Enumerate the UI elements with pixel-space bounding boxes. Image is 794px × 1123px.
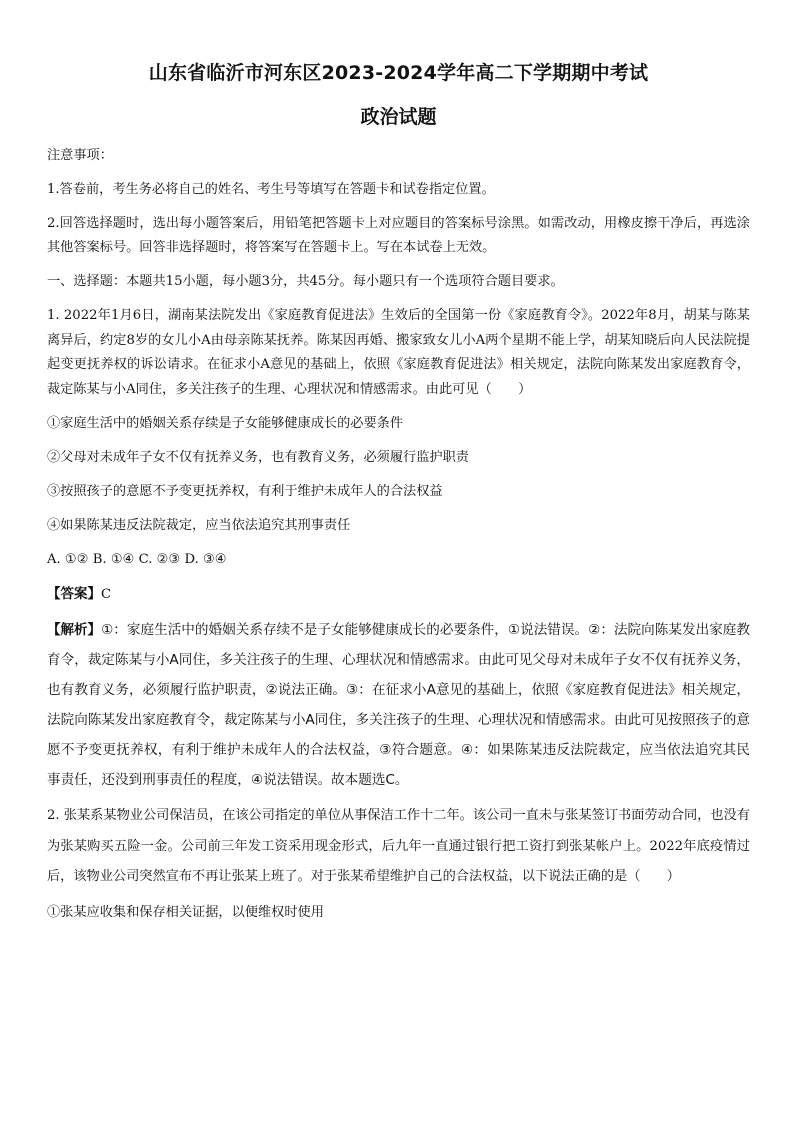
statement-1: ①家庭生活中的婚姻关系存续是子女能够健康成长的必要条件 — [47, 416, 404, 431]
question-stem: 2. 张某系某物业公司保洁员，在该公司指定的单位从事保洁工作十二年。该公司一直未与张某签订书面劳动合同，也没有为张某购买五险一金。公司前三年发工资采用现金形式，后九年一直通过银行把工资打到张某帐户上。2022年底疫情过后，该物业公司突然宣布不再让张某上班了。对于张某希望维护自己的合法权益，以下说法正确的是（ ） — [47, 808, 750, 884]
statement-3: ③按照孩子的意愿不予变更抚养权，有利于维护未成年人的合法权益 — [47, 484, 443, 499]
section-heading: 一、选择题：本题共15小题，每小题3分，共45分。每小题只有一个选项符合题目要求。 — [47, 274, 564, 289]
analysis — [47, 615, 750, 795]
question-2 — [47, 801, 750, 925]
answer-options: A. ①② B. ①④ C. ②③ D. ③④ — [47, 552, 227, 567]
question-stem: 1. 2022年1月6日，湖南某法院发出《家庭教育促进法》生效后的全国第一份《家庭教育令》。2022年8月，胡某与陈某离异后，约定8岁的女儿小A由母亲陈某抚养。陈某因再婚、搬家致女儿小A两个星期不能上学，胡某知晓后向人民法院提起变更抚养权的诉讼请求。在征求小A意见的基础上，依照《家庭教育促进法》相关规定，法院向陈某发出家庭教育令，裁定陈某与小A同住，多关注孩子的生理、心理状况和情感需求。由此可见（ ） — [47, 308, 750, 397]
analysis-label: 【解析】 — [47, 622, 102, 638]
statement-2: ②父母对未成年子女不仅有抚养义务，也有教育义务，必须履行监护职责 — [47, 450, 469, 465]
statement-4: ④如果陈某违反法院裁定，应当依法追究其刑事责任 — [47, 518, 351, 533]
statement-1: ①张某应收集和保存相关证据，以便维权时使用 — [47, 904, 324, 920]
exam-subject: 政治试题 — [360, 106, 437, 128]
notice-item-1: 1.答卷前，考生务必将自己的姓名、考生号等填写在答题卡和试卷指定位置。 — [47, 182, 495, 197]
question-1 — [47, 304, 750, 795]
notice-item-2: 2.回答选择题时，选出每小题答案后，用铅笔把答题卡上对应题目的答案标号涂黑。如需改动，用橡皮擦干净后，再选涂其他答案标号。回答非选择题时，将答案写在答题卡上。写在本试卷上无效。 — [47, 216, 750, 255]
exam-title: 山东省临沂市河东区2023-2024学年高二下学期期中考试 — [148, 62, 649, 84]
analysis-text: ①：家庭生活中的婚姻关系存续不是子女能够健康成长的必要条件，①说法错误。②：法院向陈某发出家庭教育令，裁定陈某与小A同住，多关注孩子的生理、心理状况和情感需求。由此可见父母对未成年子女不仅有抚养义务，也有教育义务，必须履行监护职责，②说法正确。③：在征求小A意见的基础上，依照《家庭教育促进法》相关规定，法院向陈某发出家庭教育令，裁定陈某与小A同住，多关注孩子的生理、心理状况和情感需求。由此可见按照孩子的意愿不予变更抚养权，有利于维护未成年人的合法权益，③符合题意。④：如果陈某违反法院裁定，应当依法追究其民事责任，还没到刑事责任的程度，④说法错误。故本题选C。 — [47, 622, 750, 788]
answer-value: C — [101, 587, 112, 602]
answer-label: 【答案】 — [47, 586, 101, 602]
notice-section — [47, 144, 750, 294]
notice-heading: 注意事项： — [47, 148, 113, 163]
answer-line — [47, 582, 750, 607]
